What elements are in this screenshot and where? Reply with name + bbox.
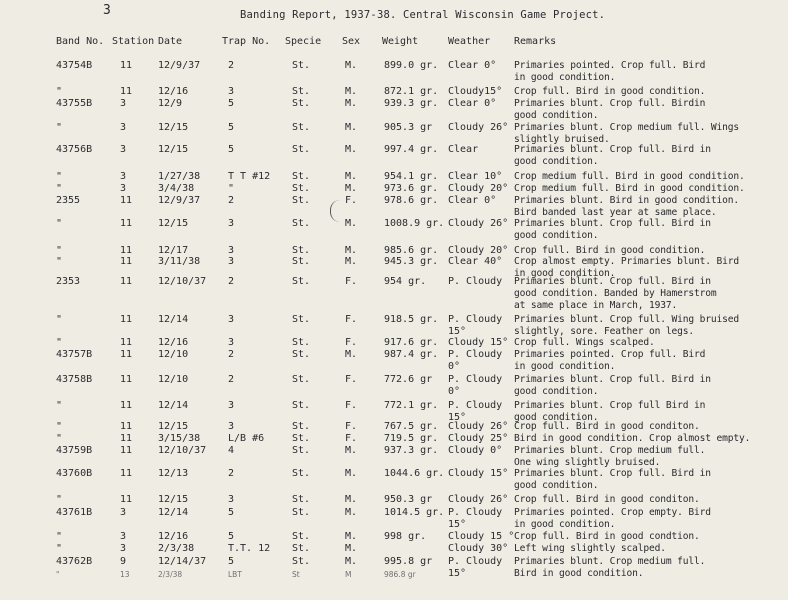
- specie-cell: St.: [292, 195, 311, 206]
- sex-cell: F.: [345, 276, 358, 287]
- trap-number-cell: 2: [228, 374, 235, 385]
- sex-cell: M.: [345, 144, 358, 155]
- trap-number-cell: 2: [228, 468, 235, 479]
- date-cell: 12/10/37: [158, 445, 207, 456]
- band-number-cell: ": [56, 122, 63, 133]
- specie-cell: St.: [292, 60, 311, 71]
- weight-cell: 899.0 gr.: [384, 60, 439, 71]
- trap-number-cell: 4: [228, 445, 235, 456]
- weight-cell: 973.6 gr.: [384, 183, 439, 194]
- remarks-cell: Primaries blunt. Crop medium full. One wing slightly bruised.: [514, 445, 706, 468]
- remarks-cell: Primaries blunt. Crop full. Bird in good condition.: [514, 218, 711, 241]
- specie-cell: St.: [292, 421, 311, 432]
- sex-cell: M.: [345, 531, 358, 542]
- weather-cell: Cloudy 20°: [448, 245, 509, 256]
- remarks-cell: Crop full. Bird in good condtion.: [514, 531, 700, 542]
- remarks-cell: Primaries blunt. Crop full. Bird in good condition.: [514, 144, 711, 167]
- station-cell: 11: [120, 494, 133, 505]
- weather-cell: Cloudy 15°: [448, 337, 509, 348]
- band-number-cell: ": [56, 531, 63, 542]
- weight-cell: 767.5 gr.: [384, 421, 439, 432]
- remarks-cell: Primaries blunt. Bird in good condition. Bird banded last year at same place.: [514, 195, 740, 218]
- weight-cell: 772.1 gr.: [384, 400, 439, 411]
- date-cell: 12/9/37: [158, 60, 201, 71]
- station-cell: 3: [120, 122, 127, 133]
- sex-cell: M.: [345, 507, 358, 518]
- date-cell: 12/15: [158, 218, 189, 229]
- station-cell: 11: [120, 276, 133, 287]
- header-weather: Weather: [448, 36, 491, 47]
- sex-cell: M.: [345, 494, 358, 505]
- trap-number-cell: 5: [228, 122, 235, 133]
- sex-cell: M.: [345, 86, 358, 97]
- band-number-cell: 43754B: [56, 60, 93, 71]
- sex-cell: M.: [345, 349, 358, 360]
- trap-number-cell: 2: [228, 349, 235, 360]
- weight-cell: 1014.5 gr.: [384, 507, 445, 518]
- weight-cell: 950.3 gr: [384, 494, 433, 505]
- header-trap-no: Trap No.: [222, 36, 271, 47]
- specie-cell: St.: [292, 98, 311, 109]
- weather-cell: P. Cloudy: [448, 276, 503, 287]
- weight-cell: 954 gr.: [384, 276, 427, 287]
- weather-cell: Cloudy 26°: [448, 421, 509, 432]
- weight-cell: 872.1 gr.: [384, 86, 439, 97]
- station-cell: 11: [120, 421, 133, 432]
- station-cell: 11: [120, 218, 133, 229]
- weather-cell: P. Cloudy 15°: [448, 314, 503, 337]
- trap-number-cell: 2: [228, 195, 235, 206]
- station-cell: 3: [120, 98, 127, 109]
- band-number-cell: ": [56, 494, 63, 505]
- date-cell: 12/16: [158, 86, 189, 97]
- remarks-cell: Primaries blunt. Crop full. Bird in good condition. Banded by Hamerstrom at same place in March, 1937.: [514, 276, 717, 311]
- date-cell: 2/3/38: [158, 543, 195, 554]
- sex-cell: M.: [345, 256, 358, 267]
- station-cell: 11: [120, 245, 133, 256]
- remarks-cell: Crop full. Bird in good condition.: [514, 86, 706, 97]
- weather-cell: Clear: [448, 144, 479, 155]
- sex-cell: M.: [345, 445, 358, 456]
- band-number-cell: ": [56, 245, 63, 256]
- weather-cell: P. Cloudy 0°: [448, 349, 503, 372]
- remarks-cell: Left wing slightly scalped.: [514, 543, 666, 554]
- trap-number-cell: LBT: [228, 570, 242, 579]
- station-cell: 3: [120, 543, 127, 554]
- specie-cell: St.: [292, 183, 311, 194]
- header-band-no: Band No.: [56, 36, 105, 47]
- station-cell: 11: [120, 60, 133, 71]
- weight-cell: 1044.6 gr.: [384, 468, 445, 479]
- weight-cell: 985.6 gr.: [384, 245, 439, 256]
- date-cell: 12/15: [158, 421, 189, 432]
- remarks-cell: Primaries blunt. Crop medium full. Bird in good condition.: [514, 556, 706, 579]
- specie-cell: St: [292, 570, 300, 579]
- sex-cell: F.: [345, 195, 358, 206]
- band-number-cell: 43761B: [56, 507, 93, 518]
- specie-cell: St.: [292, 122, 311, 133]
- date-cell: 12/14/37: [158, 556, 207, 567]
- header-sex: Sex: [342, 36, 361, 47]
- station-cell: 11: [120, 433, 133, 444]
- weather-cell: Clear 0°: [448, 98, 497, 109]
- weight-cell: 997.4 gr.: [384, 144, 439, 155]
- page-number: 3: [103, 3, 111, 18]
- sex-cell: M.: [345, 98, 358, 109]
- specie-cell: St.: [292, 276, 311, 287]
- sex-cell: M.: [345, 122, 358, 133]
- remarks-cell: Crop full. Bird in good conditon.: [514, 421, 700, 432]
- trap-number-cell: T T #12: [228, 171, 271, 182]
- remarks-cell: Crop full. Bird in good condition.: [514, 245, 706, 256]
- weather-cell: Cloudy 30°: [448, 543, 509, 554]
- weight-cell: 772.6 gr: [384, 374, 433, 385]
- trap-number-cell: 3: [228, 494, 235, 505]
- date-cell: 12/13: [158, 468, 189, 479]
- trap-number-cell: 3: [228, 421, 235, 432]
- weather-cell: Cloudy 15°: [448, 468, 509, 479]
- band-number-cell: 43760B: [56, 468, 93, 479]
- band-number-cell: 43759B: [56, 445, 93, 456]
- band-number-cell: ": [56, 314, 63, 325]
- band-number-cell: 43756B: [56, 144, 93, 155]
- band-number-cell: 43762B: [56, 556, 93, 567]
- sex-cell: F.: [345, 400, 358, 411]
- weight-cell: 939.3 gr.: [384, 98, 439, 109]
- trap-number-cell: 5: [228, 144, 235, 155]
- remarks-cell: Primaries blunt. Crop medium full. Wings slightly bruised.: [514, 122, 740, 145]
- weather-cell: Cloudy 15 °: [448, 531, 515, 542]
- station-cell: 11: [120, 400, 133, 411]
- remarks-cell: Crop full. Bird in good conditon.: [514, 494, 700, 505]
- band-number-cell: ": [56, 421, 63, 432]
- specie-cell: St.: [292, 374, 311, 385]
- station-cell: 11: [120, 374, 133, 385]
- date-cell: 12/10: [158, 349, 189, 360]
- station-cell: 3: [120, 183, 127, 194]
- trap-number-cell: 3: [228, 337, 235, 348]
- band-number-cell: ": [56, 400, 63, 411]
- specie-cell: St.: [292, 86, 311, 97]
- specie-cell: St.: [292, 218, 311, 229]
- date-cell: 3/15/38: [158, 433, 201, 444]
- remarks-cell: Primaries blunt. Crop full. Bird in good condition.: [514, 374, 711, 397]
- date-cell: 12/15: [158, 494, 189, 505]
- specie-cell: St.: [292, 256, 311, 267]
- trap-number-cell: 3: [228, 218, 235, 229]
- weight-cell: 937.3 gr.: [384, 445, 439, 456]
- trap-number-cell: 3: [228, 86, 235, 97]
- band-number-cell: ": [56, 433, 63, 444]
- band-number-cell: 43755B: [56, 98, 93, 109]
- band-number-cell: 43757B: [56, 349, 93, 360]
- weight-cell: 918.5 gr.: [384, 314, 439, 325]
- date-cell: 1/27/38: [158, 171, 201, 182]
- station-cell: 3: [120, 171, 127, 182]
- band-number-cell: ": [56, 86, 63, 97]
- specie-cell: St.: [292, 494, 311, 505]
- trap-number-cell: 5: [228, 98, 235, 109]
- remarks-cell: Primaries pointed. Crop empty. Bird in good condition.: [514, 507, 711, 530]
- date-cell: 2/3/38: [158, 570, 183, 579]
- specie-cell: St.: [292, 433, 311, 444]
- band-number-cell: ": [56, 256, 63, 267]
- trap-number-cell: 3: [228, 400, 235, 411]
- trap-number-cell: T.T. 12: [228, 543, 271, 554]
- header-date: Date: [158, 36, 183, 47]
- specie-cell: St.: [292, 543, 311, 554]
- station-cell: 11: [120, 445, 133, 456]
- band-number-cell: ": [56, 183, 63, 194]
- weather-cell: Cloudy 26°: [448, 494, 509, 505]
- weight-cell: 905.3 gr: [384, 122, 433, 133]
- sex-cell: M.: [345, 543, 358, 554]
- weather-cell: Clear 10°: [448, 171, 503, 182]
- weather-cell: Cloudy 20°: [448, 183, 509, 194]
- weight-cell: 719.5 gr.: [384, 433, 439, 444]
- remarks-cell: Primaries blunt. Crop full Bird in good condition.: [514, 400, 706, 423]
- weight-cell: 998 gr.: [384, 531, 427, 542]
- band-number-cell: 2355: [56, 195, 81, 206]
- trap-number-cell: 5: [228, 531, 235, 542]
- station-cell: 3: [120, 507, 127, 518]
- sex-cell: M.: [345, 245, 358, 256]
- date-cell: 3/4/38: [158, 183, 195, 194]
- weather-cell: Cloudy 26°: [448, 218, 509, 229]
- trap-number-cell: 2: [228, 60, 235, 71]
- trap-number-cell: 5: [228, 507, 235, 518]
- remarks-cell: Primaries blunt. Crop full. Wing bruised slightly, sore. Feather on legs.: [514, 314, 740, 337]
- trap-number-cell: L/B #6: [228, 433, 265, 444]
- specie-cell: St.: [292, 400, 311, 411]
- weight-cell: 995.8 gr: [384, 556, 433, 567]
- sex-cell: M.: [345, 60, 358, 71]
- station-cell: 11: [120, 337, 133, 348]
- sex-cell: F.: [345, 314, 358, 325]
- weather-cell: Cloudy15°: [448, 86, 503, 97]
- remarks-cell: Primaries blunt. Crop full. Bird in good condition.: [514, 468, 711, 491]
- remarks-cell: Primaries pointed. Crop full. Bird in good condition.: [514, 60, 706, 83]
- remarks-cell: Crop medium full. Bird in good condition.: [514, 171, 745, 182]
- date-cell: 12/9: [158, 98, 183, 109]
- weather-cell: P. Cloudy 0°: [448, 374, 503, 397]
- station-cell: 11: [120, 468, 133, 479]
- date-cell: 12/15: [158, 122, 189, 133]
- weight-cell: 945.3 gr.: [384, 256, 439, 267]
- weight-cell: 987.4 gr.: [384, 349, 439, 360]
- weather-cell: Cloudy 0°: [448, 445, 503, 456]
- table-row: [0, 218, 788, 248]
- specie-cell: St.: [292, 445, 311, 456]
- band-number-cell: 43758B: [56, 374, 93, 385]
- date-cell: 12/17: [158, 245, 189, 256]
- sex-cell: M.: [345, 468, 358, 479]
- band-number-cell: ": [56, 171, 63, 182]
- weight-cell: 986.8 gr: [384, 570, 416, 579]
- remarks-cell: Crop medium full. Bird in good condition.: [514, 183, 745, 194]
- remarks-cell: Bird in good condition. Crop almost empty.: [514, 433, 751, 444]
- header-station: Station: [112, 36, 155, 47]
- date-cell: 12/9/37: [158, 195, 201, 206]
- remarks-cell: Crop almost empty. Primaries blunt. Bird in good condition.: [514, 256, 740, 279]
- sex-cell: F.: [345, 337, 358, 348]
- station-cell: 11: [120, 256, 133, 267]
- weight-cell: 917.6 gr.: [384, 337, 439, 348]
- weather-cell: Cloudy 25°: [448, 433, 509, 444]
- weather-cell: P. Cloudy 15°: [448, 400, 503, 423]
- weight-cell: 954.1 gr.: [384, 171, 439, 182]
- trap-number-cell: 3: [228, 314, 235, 325]
- weather-cell: P. Cloudy 15°: [448, 507, 503, 530]
- sex-cell: M.: [345, 183, 358, 194]
- sex-cell: M.: [345, 556, 358, 567]
- sex-cell: F.: [345, 421, 358, 432]
- specie-cell: St.: [292, 314, 311, 325]
- date-cell: 3/11/38: [158, 256, 201, 267]
- station-cell: 3: [120, 531, 127, 542]
- table-row: [0, 569, 788, 599]
- specie-cell: St.: [292, 245, 311, 256]
- header-weight: Weight: [382, 36, 419, 47]
- trap-number-cell: 3: [228, 256, 235, 267]
- table-row: [0, 276, 788, 311]
- report-title: Banding Report, 1937-38. Central Wisconsin Game Project.: [240, 9, 606, 21]
- trap-number-cell: ": [228, 183, 235, 194]
- station-cell: 11: [120, 314, 133, 325]
- specie-cell: St.: [292, 468, 311, 479]
- sex-cell: M.: [345, 218, 358, 229]
- station-cell: 3: [120, 144, 127, 155]
- date-cell: 12/15: [158, 144, 189, 155]
- sex-cell: F.: [345, 433, 358, 444]
- specie-cell: St.: [292, 507, 311, 518]
- weather-cell: Clear 0°: [448, 60, 497, 71]
- weather-cell: Clear 0°: [448, 195, 497, 206]
- specie-cell: St.: [292, 171, 311, 182]
- date-cell: 12/14: [158, 314, 189, 325]
- sex-cell: F.: [345, 374, 358, 385]
- table-row: [0, 144, 788, 174]
- header-remarks: Remarks: [514, 36, 557, 47]
- band-number-cell: ": [56, 543, 63, 554]
- station-cell: 11: [120, 349, 133, 360]
- specie-cell: St.: [292, 531, 311, 542]
- date-cell: 12/16: [158, 337, 189, 348]
- specie-cell: St.: [292, 556, 311, 567]
- weather-cell: P. Cloudy 15°: [448, 556, 503, 579]
- trap-number-cell: 2: [228, 276, 235, 287]
- date-cell: 12/10: [158, 374, 189, 385]
- date-cell: 12/14: [158, 507, 189, 518]
- band-number-cell: ": [56, 570, 60, 579]
- remarks-cell: Primaries blunt. Crop full. Birdin good condition.: [514, 98, 706, 121]
- remarks-cell: Crop full. Wings scalped.: [514, 337, 655, 348]
- weight-cell: 1008.9 gr.: [384, 218, 445, 229]
- sex-cell: M.: [345, 171, 358, 182]
- date-cell: 12/16: [158, 531, 189, 542]
- remarks-cell: Primaries pointed. Crop full. Bird in good condition.: [514, 349, 706, 372]
- sex-cell: M: [345, 570, 352, 579]
- trap-number-cell: 3: [228, 245, 235, 256]
- band-number-cell: ": [56, 337, 63, 348]
- specie-cell: St.: [292, 337, 311, 348]
- weather-cell: Clear 40°: [448, 256, 503, 267]
- band-number-cell: ": [56, 218, 63, 229]
- date-cell: 12/14: [158, 400, 189, 411]
- date-cell: 12/10/37: [158, 276, 207, 287]
- station-cell: 13: [120, 570, 130, 579]
- weather-cell: Cloudy 26°: [448, 122, 509, 133]
- station-cell: 11: [120, 195, 133, 206]
- station-cell: 9: [120, 556, 127, 567]
- specie-cell: St.: [292, 349, 311, 360]
- header-specie: Specie: [285, 36, 322, 47]
- weight-cell: 978.6 gr.: [384, 195, 439, 206]
- specie-cell: St.: [292, 144, 311, 155]
- station-cell: 11: [120, 86, 133, 97]
- band-number-cell: 2353: [56, 276, 81, 287]
- trap-number-cell: 5: [228, 556, 235, 567]
